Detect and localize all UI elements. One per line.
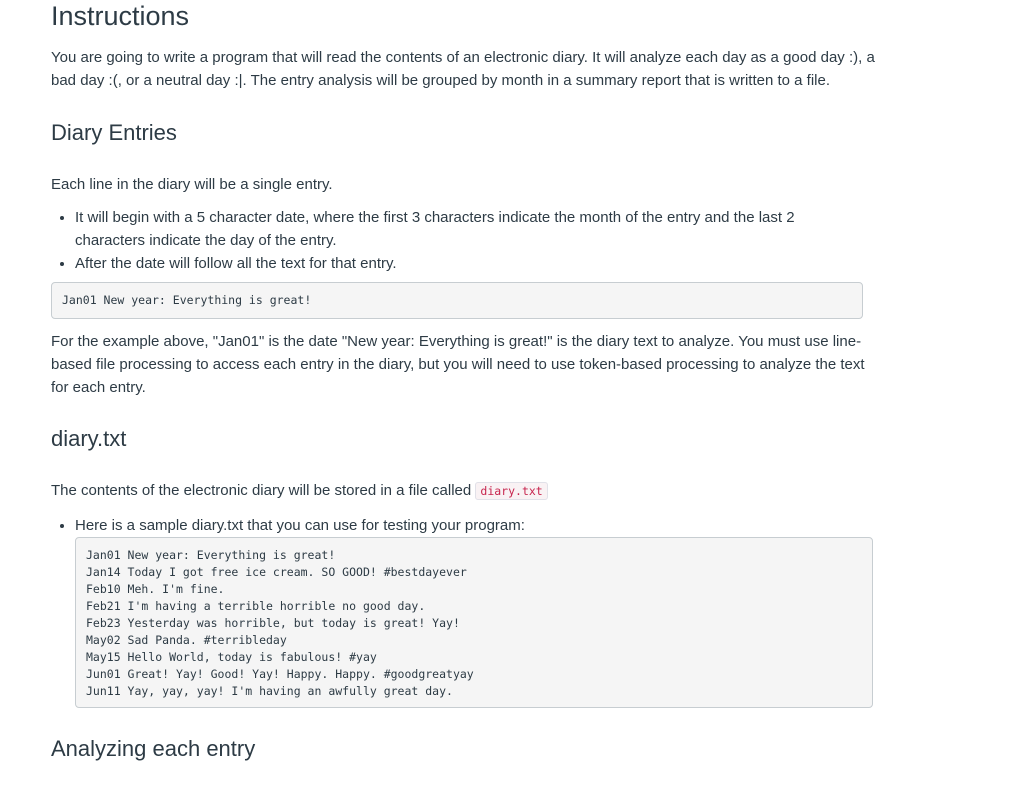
list-item: • It will begin with a 5 character date, where the first 3 characters indicate the month of the entry and the last 2 characters indicate the day of the entry. (75, 206, 865, 252)
sample-diary-line: Feb21 I'm having a terrible horrible no good day. (86, 599, 426, 613)
entries-lead: Each line in the diary will be a single entry. (51, 176, 333, 193)
heading-diary-entries: Diary Entries (51, 120, 177, 145)
heading-instructions: Instructions (51, 1, 190, 31)
intro-paragraph: You are going to write a program that will read the contents of an electronic diary. It will analyze each day as a good day :), a bad day :(, or a neutral day :|. The entry analysis will be grouped by month in a summary report that is written to a file. (51, 49, 875, 89)
sample-diary-line: Feb10 Meh. I'm fine. (86, 582, 225, 596)
entries-bullet-list (51, 206, 865, 275)
sample-diary-line: Feb23 Yesterday was horrible, but today is great! Yay! (86, 616, 460, 630)
heading-diary-txt: diary.txt (51, 426, 127, 451)
list-item: • After the date will follow all the text for that entry. (75, 252, 865, 275)
sample-diary-line: Jun01 Great! Yay! Good! Yay! Happy. Happy. #goodgreatyay (86, 667, 474, 681)
sample-diary-line: Jan14 Today I got free ice cream. SO GOOD! #bestdayever (86, 565, 467, 579)
sample-diary-line: Jan01 New year: Everything is great! (86, 548, 336, 562)
sample-diary-line: Jun11 Yay, yay, yay! I'm having an awfully great day. (86, 684, 453, 698)
file-lead (51, 479, 548, 503)
sample-diary-line: May15 Hello World, today is fabulous! #yay (86, 650, 377, 664)
list-item: • Here is a sample diary.txt that you can use for testing your program: (75, 514, 875, 537)
file-bullet-list (51, 514, 875, 537)
heading-analyzing: Analyzing each entry (51, 736, 256, 761)
explanation-paragraph: For the example above, "Jan01" is the date "New year: Everything is great!" is the diary text to analyze. You must use line-based file processing to access each entry in the diary, but you will need to use token-based processing to analyze the text for each entry. (51, 333, 865, 396)
file-lead-text: The contents of the electronic diary will be stored in a file called (51, 482, 472, 499)
example-code-block: Jan01 New year: Everything is great! (51, 282, 863, 319)
sample-diary-code-block (75, 537, 873, 708)
sample-diary-line: May02 Sad Panda. #terribleday (86, 633, 287, 647)
file-name-code: diary.txt (475, 482, 547, 500)
